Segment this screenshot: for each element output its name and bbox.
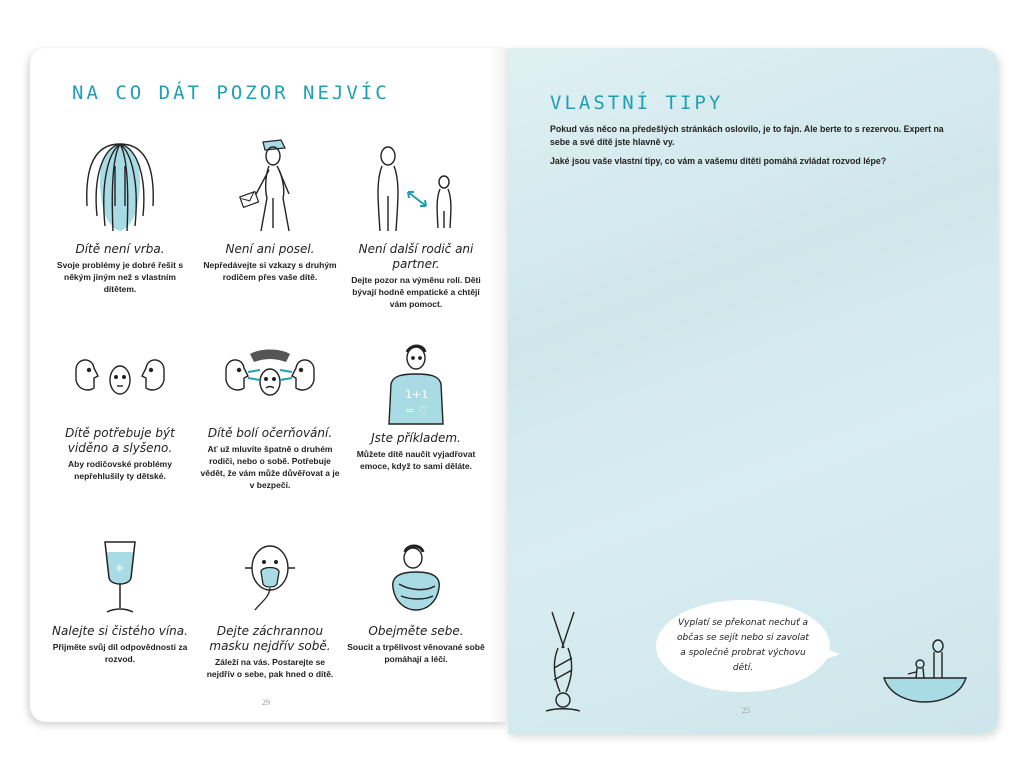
- intro-question: Jaké jsou vaše vlastní tipy, co vám a vašemu dítěti pomáhá zvládat rozvod lépe?: [550, 156, 887, 166]
- tip-self-hug: [346, 538, 486, 665]
- role-model-icon: [371, 340, 461, 425]
- tip-text: Soucit a trpělivost věnované sobě pomáhají a léčí.: [347, 642, 485, 664]
- left-page: [30, 48, 508, 722]
- tip-text: Aby rodičovské problémy nepřehlušily ty dětské.: [68, 459, 172, 481]
- tip-caption: Není ani posel.: [225, 242, 315, 256]
- speech-bubble: [656, 600, 830, 692]
- right-page-intro: [550, 123, 950, 174]
- tip-text: Dejte pozor na výměnu rolí. Děti bývají hodně empatické a chtějí vám pomoct.: [351, 275, 481, 309]
- book-spread: [30, 48, 998, 734]
- parent-child-swap-icon: [366, 136, 466, 236]
- intro-paragraph: Pokud vás něco na předešlých stránkách oslovilo, je to fajn. Ale berte to s rezervou. Expert na sebe a své dítě jste hlavně vy.: [550, 124, 944, 147]
- tip-text: Ať už mluvíte špatně o druhém rodiči, nebo o sobě. Potřebuje vědět, že vám může důvěřovat a je v bezpečí.: [200, 444, 340, 490]
- tip-text: Můžete dítě naučit vyjadřovat emoce, když to sami děláte.: [356, 449, 476, 471]
- oxygen-mask-icon: [225, 538, 315, 618]
- tip-oxygen-mask: [200, 538, 340, 680]
- left-page-number: 29: [262, 698, 270, 707]
- left-page-title: NA CO DÁT POZOR NEJVÍC: [72, 82, 390, 104]
- tip-text: Nepředávejte si vzkazy s druhým rodičem přes vaše dítě.: [203, 260, 337, 282]
- tip-text: Svoje problémy je dobré řešit s někým jiným než s vlastním dítětem.: [56, 260, 184, 294]
- boat-figure-icon: [880, 636, 970, 706]
- faces-icon: [70, 340, 170, 420]
- messenger-icon: [225, 136, 315, 236]
- tip-not-messenger: [200, 136, 340, 283]
- page-gutter-shadow: [488, 48, 508, 722]
- right-page-title: VLASTNÍ TIPY: [550, 92, 724, 114]
- tip-child-not-willow: [50, 136, 190, 295]
- weeping-willow-icon: [75, 136, 165, 236]
- tip-clean-wine: [50, 538, 190, 665]
- tip-caption: Dítě bolí očerňování.: [207, 426, 333, 440]
- self-hug-icon: [371, 538, 461, 618]
- right-page-number: 25: [742, 706, 750, 715]
- wine-glass-icon: [75, 538, 165, 618]
- headstand-figure-icon: [538, 608, 588, 718]
- tip-caption: Jste příkladem.: [371, 431, 461, 445]
- svg-text:1+1: 1+1: [405, 388, 429, 401]
- tip-role-model: [346, 340, 486, 472]
- tip-caption: Dítě není vrba.: [75, 242, 165, 256]
- right-page: [508, 48, 998, 734]
- tip-caption: Není další rodič ani partner.: [358, 242, 474, 271]
- speech-bubble-text: Vyplatí se překonat nechuť a občas se sejít nebo si zavolat a společně probrat výchovu dětí.: [677, 618, 809, 673]
- tip-caption: Dejte záchrannou masku nejdřív sobě.: [209, 624, 331, 653]
- speech-bubble-tail: [824, 648, 840, 660]
- tip-caption: Dítě potřebuje být viděno a slyšeno.: [65, 426, 175, 455]
- tip-caption: Nalejte si čistého vína.: [52, 624, 188, 638]
- svg-text:✳: ✳: [115, 562, 125, 575]
- tip-seen-heard: [50, 340, 190, 482]
- tip-text: Přijměte svůj díl odpovědnosti za rozvod.: [52, 642, 188, 664]
- tip-caption: Obejměte sebe.: [368, 624, 464, 638]
- tip-not-parent-partner: [346, 136, 486, 310]
- slander-icon: [220, 340, 320, 420]
- tip-slander-hurts: [200, 340, 340, 491]
- svg-text:= ♡: = ♡: [405, 404, 428, 417]
- tip-text: Záleží na vás. Postarejte se nejdřív o sebe, pak hned o dítě.: [206, 657, 334, 679]
